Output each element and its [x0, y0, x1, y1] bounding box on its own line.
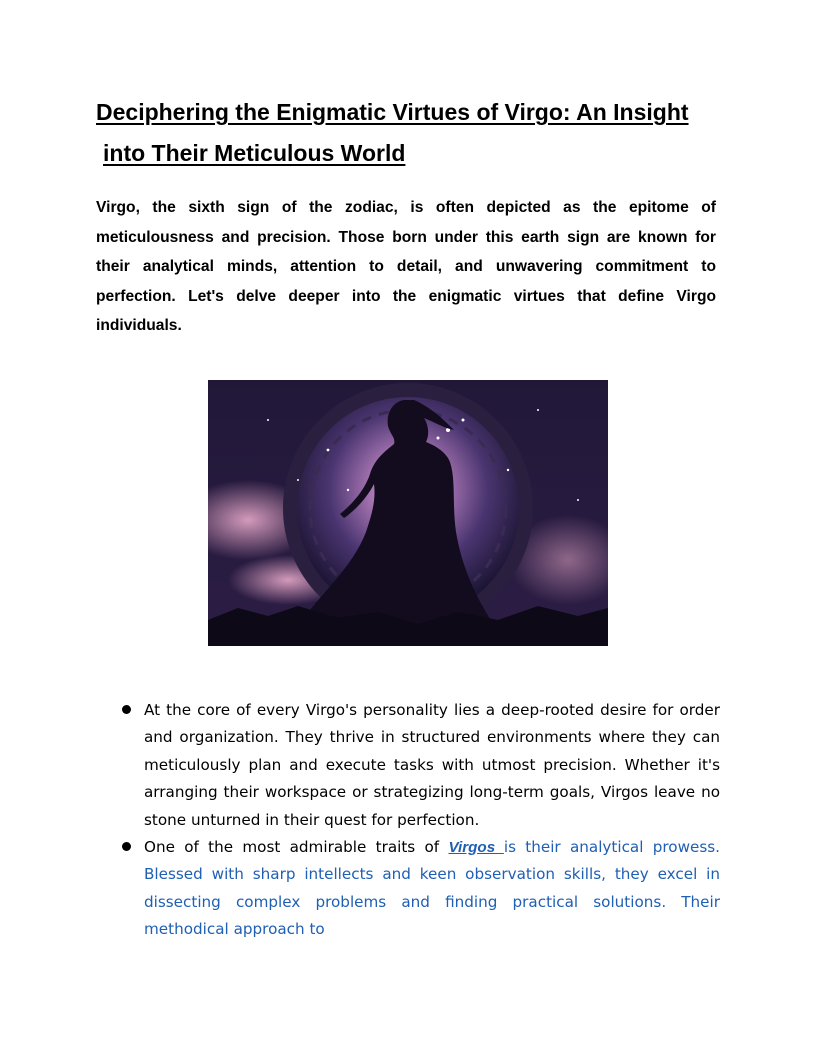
virgo-illustration — [208, 380, 608, 646]
document-title — [96, 92, 726, 174]
title-line-2: into Their Meticulous World — [103, 140, 406, 166]
list-item — [144, 697, 720, 834]
bullet-prefix: One of the most admirable traits of — [144, 838, 449, 857]
title-line-1: Deciphering the Enigmatic Virtues of Virgo: An Insight — [96, 99, 689, 125]
list-item — [144, 834, 720, 944]
virgo-silhouette-image — [208, 380, 608, 646]
virgos-link[interactable]: Virgos — [448, 839, 504, 857]
bullet-text-1: At the core of every Virgo's personality lies a deep-rooted desire for order and organization. They thrive in structured environments where they can meticulously plan and execute tasks with utmost precision. Whether it's arranging their workspace or strategizing long-term goals, Virgos leave no stone unturned in their quest for perfection. — [144, 701, 720, 829]
bullet-suffix: is their analytical prowess. Blessed with sharp intellects and keen observation skills, they excel in dissecting complex problems and finding practical solutions. Their methodical approach to — [144, 838, 721, 939]
intro-paragraph: Virgo, the sixth sign of the zodiac, is often depicted as the epitome of meticulousness and precision. Those born under this earth sign are known for their analytical minds, attention to detail, and unwavering commitment to perfection. Let's delve deeper into the enigmatic virtues that define Virgo individuals. — [96, 199, 716, 335]
virtues-list — [144, 697, 720, 944]
